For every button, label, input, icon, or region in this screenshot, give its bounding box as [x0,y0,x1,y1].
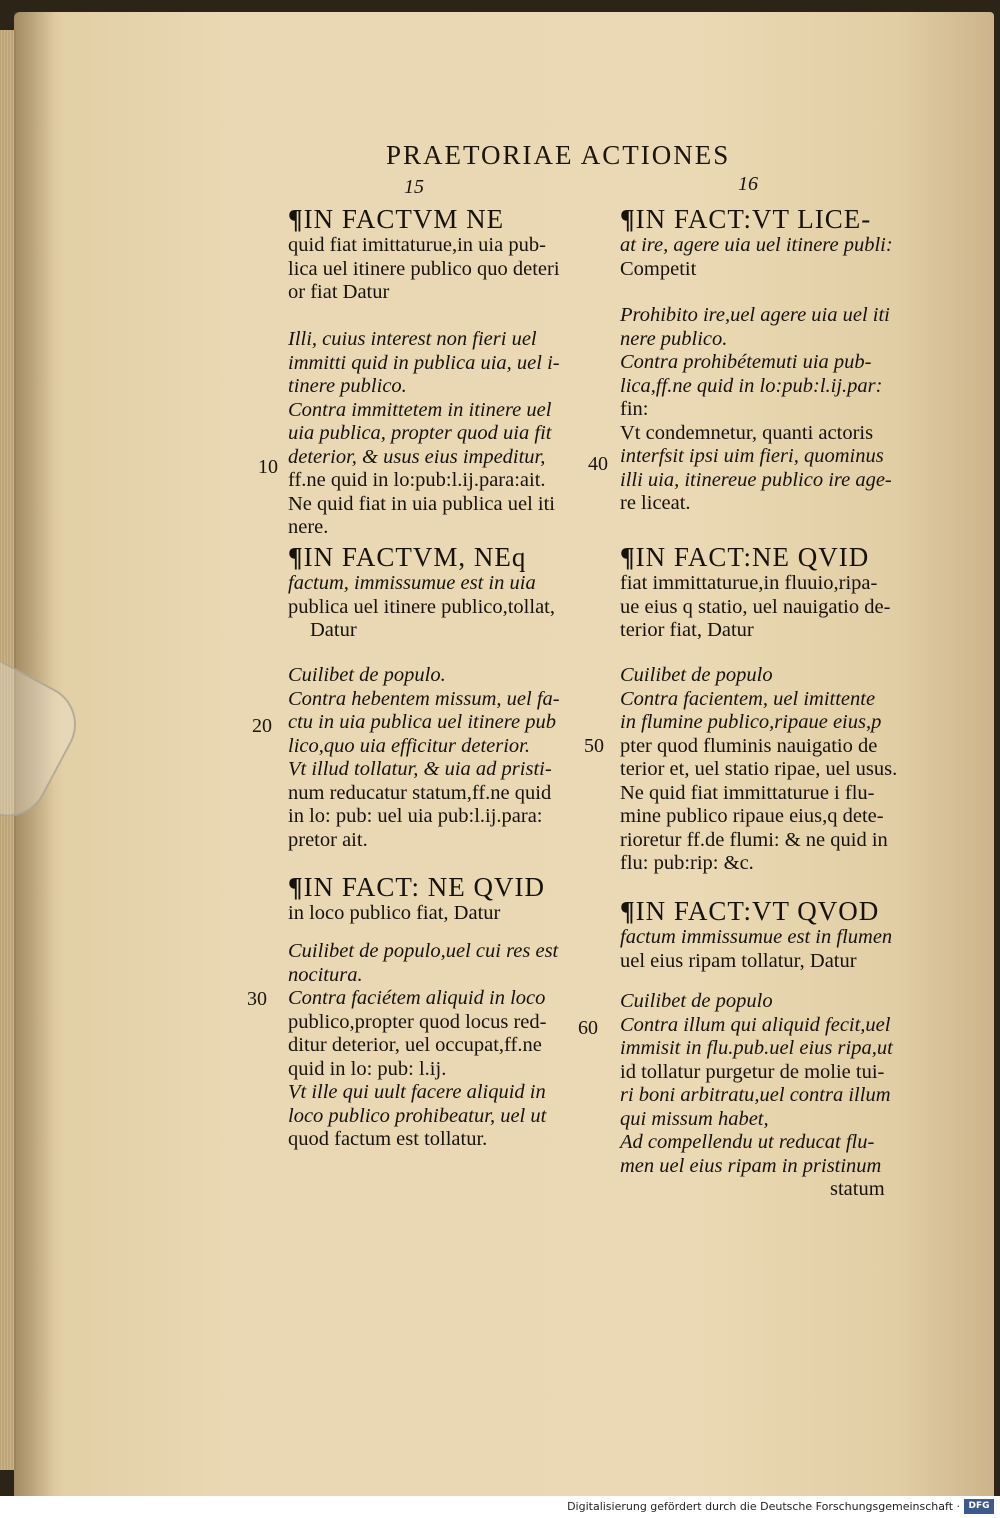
text-line: quid in lo: pub: l.ij. [288,1057,447,1080]
text-line: num reducatur statum,ff.ne quid [288,781,552,804]
text-line: Vt illud tollatur, & uia ad pristi- [288,758,552,780]
text-line: ff.ne quid in lo:pub:l.ij.para:ait. [288,469,546,491]
text-line: Illi, cuius interest non fieri uel [288,328,537,350]
text-line: Contra faciétem aliquid in loco [288,987,546,1009]
text-line: uia publica, propter quod uia fit [288,422,552,444]
margin-number: 10 [258,456,278,478]
text-line: pretor ait. [288,828,368,851]
right-entry-2 [620,542,950,643]
entry-heading: ¶IN FACT:VT LICE- [620,204,872,234]
left-entry-1 [288,204,618,305]
text-line: publica uel itinere publico,tollat, [288,595,555,618]
text-line: in flumine publico,ripaue eius,p [620,711,882,733]
text-line: re liceat. [620,492,691,514]
text-line: ctu in uia publica uel itinere pub [288,711,556,733]
right-entry-1 [620,204,950,281]
text-line: ue eius q statio, uel nauigatio de- [620,595,891,618]
entry-heading: ¶IN FACTVM, NEq [288,542,527,572]
margin-number: 40 [588,453,608,475]
text-line: factum, immissumue est in uia [288,572,536,594]
text-line: lica uel itinere publico quo deteri [288,257,560,280]
text-line: mine publico ripaue eius,q dete- [620,805,884,827]
entry-heading: ¶IN FACT:NE QVID [620,542,870,572]
right-entry-2-body [620,664,950,876]
text-line: publico,propter quod locus red- [288,1010,547,1033]
text-line: nocitura. [288,963,363,986]
pilcrow-icon: ¶ [288,542,304,572]
text-line: quod factum est tollatur. [288,1128,488,1150]
margin-number: 60 [578,1017,598,1039]
text-line: terior fiat, Datur [620,619,754,641]
digitization-footer [0,1496,1000,1518]
text-line: Vt ille qui uult facere aliquid in [288,1081,546,1103]
text-line: Cuilibet de populo [620,990,773,1012]
text-line: nere publico. [620,327,728,350]
text-line: Datur [310,619,357,641]
text-line: fin: [620,398,649,420]
text-line: Ad compellendu ut reducat flu- [620,1131,875,1153]
text-line: Cuilibet de populo. [288,664,446,686]
left-entry-3-body [288,940,618,1152]
pilcrow-icon: ¶ [620,542,636,572]
text-line: Competit [620,257,697,280]
entry-heading: ¶IN FACT: NE QVID [288,872,545,902]
text-line: Contra prohibétemuti uia pub- [620,351,872,373]
text-line: factum immissumue est in flumen [620,926,893,948]
text-line: ri boni arbitratu,uel contra illum [620,1084,891,1106]
text-line: statum [830,1178,885,1200]
text-line: ditur deterior, uel occupat,ff.ne [288,1034,542,1056]
text-line: quid fiat imittaturue,in uia pub- [288,234,546,256]
text-line: id tollatur purgetur de molie tui- [620,1060,885,1083]
pilcrow-icon: ¶ [288,204,304,234]
left-entry-3 [288,872,618,926]
entry-heading: ¶IN FACT:VT QVOD [620,896,880,926]
left-entry-2 [288,542,618,643]
left-entry-2-body [288,664,618,852]
text-line: interfsit ipsi uim fieri, quominus [620,445,884,467]
text-line: Contra immittetem in itinere uel [288,398,552,421]
text-line: tinere publico. [288,375,407,397]
text-line: Prohibito ire,uel agere uia uel iti [620,304,890,326]
text-line: Ne quid fiat in uia publica uel iti [288,492,556,515]
margin-number: 30 [247,988,267,1010]
right-entry-3 [620,896,950,973]
margin-number: 20 [252,715,272,737]
pilcrow-icon: ¶ [620,896,636,926]
text-line: at ire, agere uia uel itinere publi: [620,234,893,256]
text-line: men uel eius ripam in pristinum [620,1154,882,1177]
text-line: deterior, & usus eius impeditur, [288,445,546,468]
text-line: illi uia, itinereue publico ire age- [620,468,892,491]
running-header-text: PRAETORIAE ACTIONES [386,140,731,170]
text-line: uel eius ripam tollatur, Datur [620,949,857,972]
pilcrow-icon: ¶ [620,204,636,234]
entry-heading: ¶IN FACTVM NE [288,204,505,234]
text-line: Ne quid fiat immittaturue i flu- [620,781,875,804]
text-line: in loco publico fiat, Datur [288,902,501,924]
text-line: or fiat Datur [288,281,390,303]
right-entry-1-body [620,304,950,516]
text-line: lico,quo uia efficitur deterior. [288,734,530,757]
text-line: flu: pub:rip: &c. [620,852,754,874]
text-line: Contra hebentem missum, uel fa- [288,687,560,710]
column-number-right: 16 [738,173,758,195]
text-line: terior et, uel statio ripae, uel usus. [620,758,898,780]
margin-number: 50 [584,735,604,757]
text-line: fiat immittaturue,in fluuio,ripa- [620,572,878,594]
text-line: qui missum habet, [620,1107,769,1130]
dfg-logo: DFG [964,1499,994,1514]
pilcrow-icon: ¶ [288,872,304,902]
text-line: Contra illum qui aliquid fecit,uel [620,1013,891,1036]
text-line: pter quod fluminis nauigatio de [620,734,878,757]
text-line: Cuilibet de populo [620,664,773,686]
text-line: Contra facientem, uel imittente [620,687,876,710]
text-line: rioretur ff.de flumi: & ne quid in [620,828,888,851]
text-line: lica,ff.ne quid in lo:pub:l.ij.par: [620,374,883,397]
right-entry-3-body [620,990,950,1202]
text-line: immisit in flu.pub.uel eius ripa,ut [620,1037,893,1059]
left-entry-1-body [288,328,618,540]
text-line: immitti quid in publica uia, uel i- [288,351,560,374]
text-line: in lo: pub: uel uia pub:l.ij.para: [288,805,543,827]
text-line: Vt condemnetur, quanti actoris [620,421,874,444]
footer-credit: Digitalisierung gefördert durch die Deutsche Forschungsgemeinschaft · [567,1500,960,1513]
text-line: nere. [288,516,329,538]
text-line: loco publico prohibeatur, uel ut [288,1104,547,1127]
text-line: Cuilibet de populo,uel cui res est [288,940,559,962]
column-number-left: 15 [404,176,424,198]
